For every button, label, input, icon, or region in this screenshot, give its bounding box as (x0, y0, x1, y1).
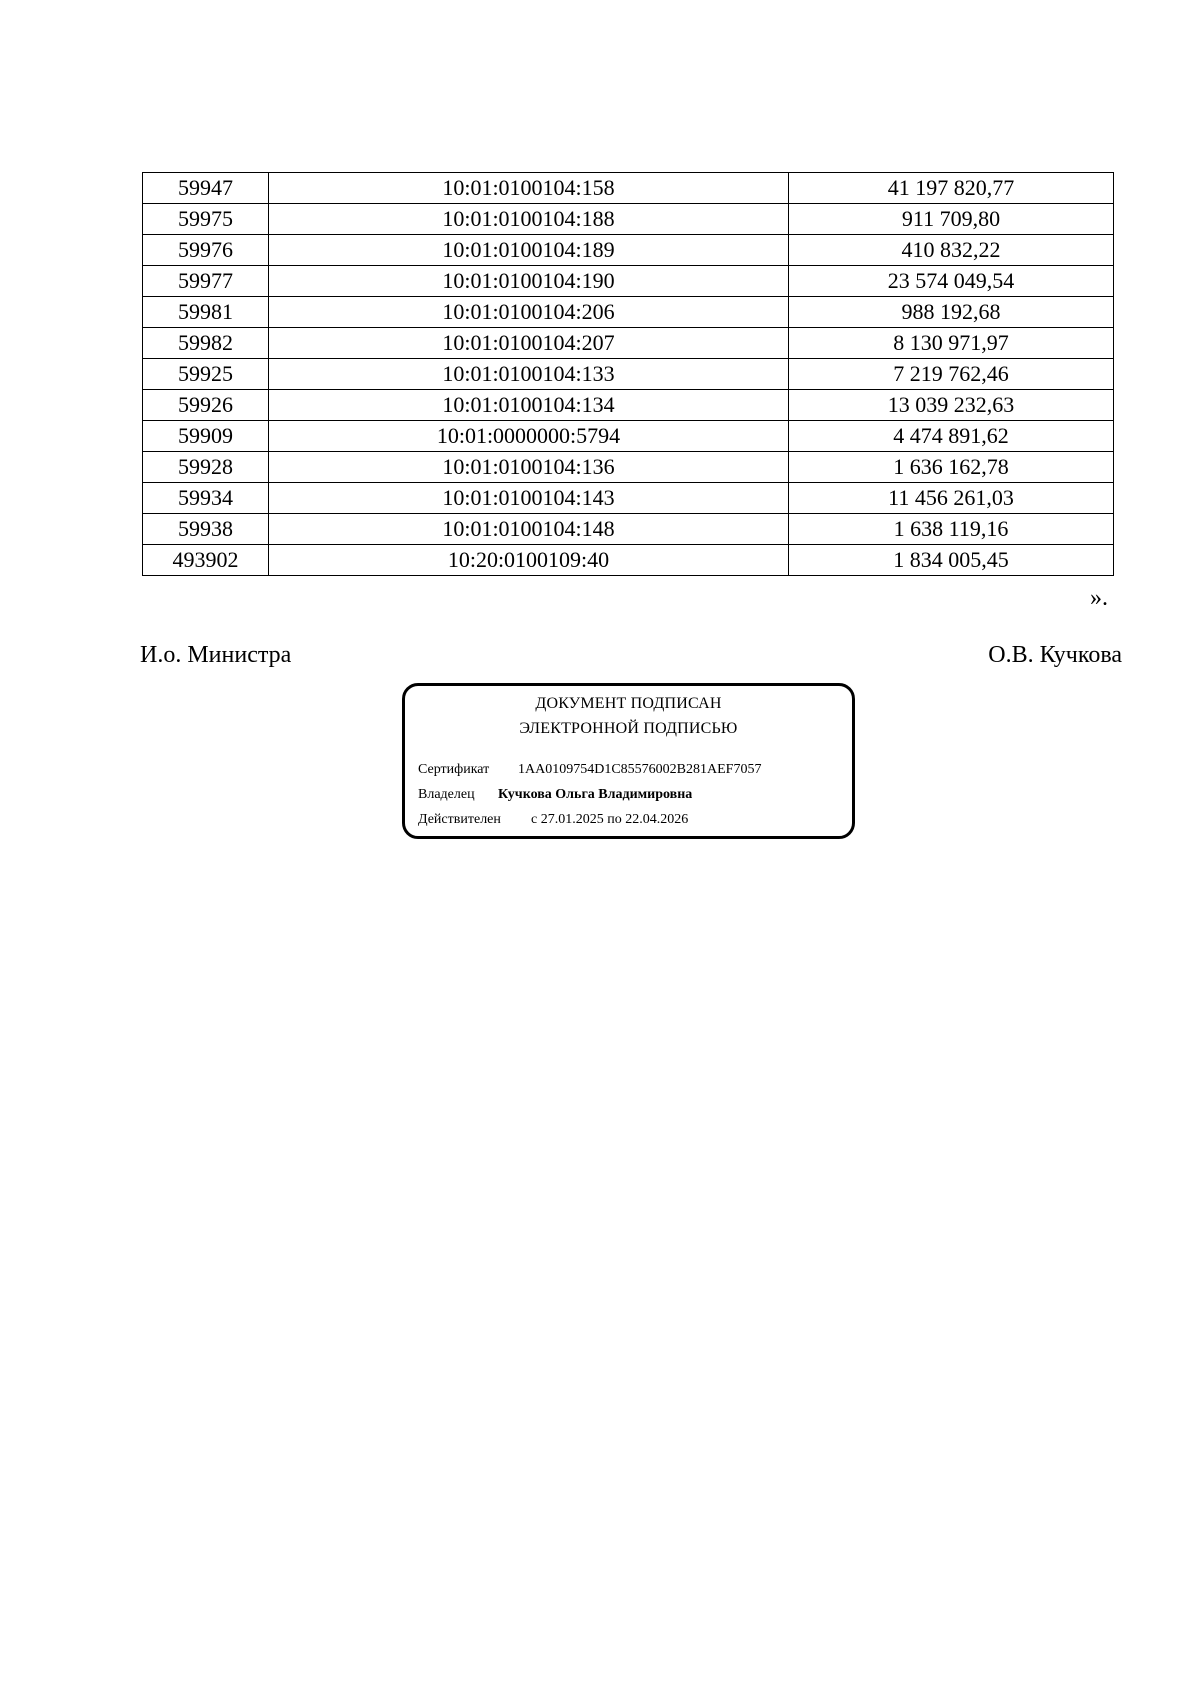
stamp-validity-row (418, 812, 688, 828)
stamp-validity-value: с 27.01.2025 по 22.04.2026 (531, 812, 689, 827)
table-cell-cadastral: 10:01:0000000:5794 (269, 421, 789, 452)
table-row (143, 266, 1114, 297)
table-cell-cadastral: 10:01:0100104:207 (269, 328, 789, 359)
table-cell-number: 59925 (143, 359, 269, 390)
table-cell-number: 59976 (143, 235, 269, 266)
table-row (143, 452, 1114, 483)
table-cell-number: 493902 (143, 545, 269, 576)
table-row (143, 235, 1114, 266)
stamp-certificate-value: 1AA0109754D1C85576002B281AEF7057 (518, 762, 762, 777)
table-cell-amount: 988 192,68 (789, 297, 1114, 328)
table-cell-amount: 1 834 005,45 (789, 545, 1114, 576)
data-table (142, 172, 1114, 576)
table-cell-number: 59981 (143, 297, 269, 328)
table-cell-cadastral: 10:01:0100104:136 (269, 452, 789, 483)
signatory-name: О.В. Кучкова (988, 642, 1122, 668)
table-row (143, 297, 1114, 328)
stamp-heading-line2: ЭЛЕКТРОННОЙ ПОДПИСЬЮ (519, 720, 738, 737)
stamp-heading-line1: ДОКУМЕНТ ПОДПИСАН (535, 695, 722, 712)
table-cell-cadastral: 10:01:0100104:188 (269, 204, 789, 235)
table-cell-number: 59977 (143, 266, 269, 297)
table-cell-amount: 23 574 049,54 (789, 266, 1114, 297)
table-row (143, 514, 1114, 545)
signatory-title: И.о. Министра (140, 642, 292, 668)
table-cell-cadastral: 10:01:0100104:189 (269, 235, 789, 266)
table-row (143, 204, 1114, 235)
table-cell-cadastral: 10:01:0100104:158 (269, 173, 789, 204)
table-cell-number: 59934 (143, 483, 269, 514)
table-cell-amount: 1 638 119,16 (789, 514, 1114, 545)
table-body (143, 173, 1114, 576)
table-cell-amount: 11 456 261,03 (789, 483, 1114, 514)
table-cell-number: 59982 (143, 328, 269, 359)
table-row (143, 328, 1114, 359)
stamp-owner-value: Кучкова Ольга Владимировна (498, 787, 693, 802)
table-cell-cadastral: 10:01:0100104:134 (269, 390, 789, 421)
table-row (143, 483, 1114, 514)
table-cell-number: 59926 (143, 390, 269, 421)
stamp-owner-row (418, 787, 692, 803)
closing-quote: ». (1090, 585, 1108, 611)
table-cell-amount: 410 832,22 (789, 235, 1114, 266)
table-cell-cadastral: 10:01:0100104:148 (269, 514, 789, 545)
table-cell-cadastral: 10:01:0100104:143 (269, 483, 789, 514)
table-cell-amount: 1 636 162,78 (789, 452, 1114, 483)
table-cell-cadastral: 10:01:0100104:190 (269, 266, 789, 297)
electronic-signature-stamp (402, 683, 855, 839)
table-cell-cadastral: 10:01:0100104:206 (269, 297, 789, 328)
table-cell-cadastral: 10:01:0100104:133 (269, 359, 789, 390)
table-row (143, 545, 1114, 576)
stamp-validity-label: Действителен (418, 812, 501, 827)
table-row (143, 359, 1114, 390)
table-cell-amount: 41 197 820,77 (789, 173, 1114, 204)
table-cell-amount: 8 130 971,97 (789, 328, 1114, 359)
table-cell-amount: 13 039 232,63 (789, 390, 1114, 421)
table-row (143, 390, 1114, 421)
table-cell-amount: 7 219 762,46 (789, 359, 1114, 390)
stamp-certificate-row (418, 762, 761, 778)
stamp-certificate-label: Сертификат (418, 762, 490, 777)
table-cell-cadastral: 10:20:0100109:40 (269, 545, 789, 576)
table-cell-number: 59975 (143, 204, 269, 235)
table-cell-amount: 4 474 891,62 (789, 421, 1114, 452)
table-cell-number: 59909 (143, 421, 269, 452)
table-cell-number: 59928 (143, 452, 269, 483)
table-row (143, 173, 1114, 204)
table-row (143, 421, 1114, 452)
table-cell-amount: 911 709,80 (789, 204, 1114, 235)
table-cell-number: 59938 (143, 514, 269, 545)
table-cell-number: 59947 (143, 173, 269, 204)
stamp-owner-label: Владелец (418, 787, 475, 802)
